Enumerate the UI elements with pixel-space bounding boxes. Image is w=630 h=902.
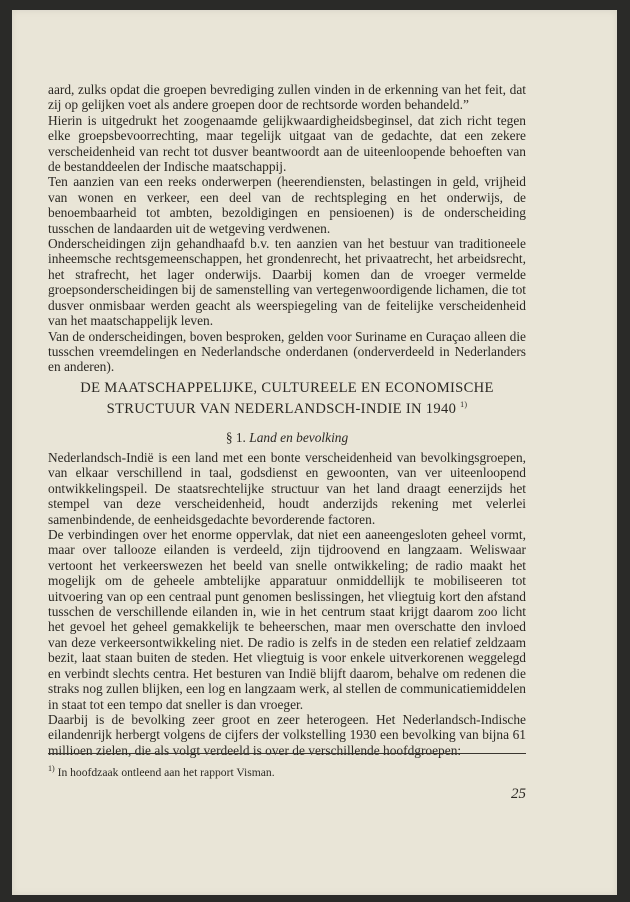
footnote-divider — [48, 753, 526, 754]
paragraph: Daarbij is de bevolking zeer groot en zeer heterogeen. Het Nederlandsch-Indische eilandenrijk herbergt volgens de cijfers der volkstelling 1930 een bevolking van bijna 61 millioen zielen, die als volgt verdeeld is over de verschillende hoofdgroepen: — [48, 711, 526, 758]
section-number: § 1. — [225, 430, 246, 445]
page-number: 25 — [511, 786, 526, 802]
chapter-heading — [48, 380, 526, 417]
paragraph: Onderscheidingen zijn gehandhaafd b.v. ten aanzien van het bestuur van traditioneele inheemsche rechtsgemeenschappen, het grondenrecht, het privaatrecht, het arbeidsrecht, het strafrecht, het lager onderwijs. Daarbij komen dan de vroeger vermelde groepsonderscheidingen bij de samenstelling van vertegenwoordigende lichamen, die tot dusver onmisbaar werden geacht als weerspiegeling van de feitelijke verscheidenheid van het maatschappelijk leven. — [48, 236, 526, 329]
paragraph: Hierin is uitgedrukt het zoogenaamde gelijkwaardigheidsbeginsel, dat zich richt tegen elke groepsbevoorrechting, maar tegelijk uitgaat van de gedachte, dat een zekere verscheidenheid van recht tot dusver beantwoordt aan de uiteenloopende behoeften van de bestanddeelen der Indische maatschappij. — [48, 112, 526, 175]
heading-line-2: STRUCTUUR VAN NEDERLANDSCH-INDIE IN 1940 — [106, 400, 457, 417]
heading-footnote-ref: 1) — [460, 399, 468, 409]
paragraph: Van de onderscheidingen, boven besproken, gelden voor Suriname en Curaçao alleen die tusschen vreemdelingen en Nederlandsche onderdanen (onderverdeeld in Nederlanders en anderen). — [48, 328, 526, 375]
paragraph: De verbindingen over het enorme oppervlak, dat niet een aaneengesloten geheel vormt, maar over tallooze eilanden is verdeeld, zijn tijdroovend en langzaam. Weliswaar vertoont het verkeerswezen het beeld van snelle ontwikkeling; de radio maakt het mogelijk om de geheele ambtelijke apparatuur onmiddellijk te mobiliseeren tot uitvoering van op een centraal punt genomen beslissingen, het vliegtuig kort den afstand tusschen de verschillende eilanden in, wie in het centrum staat krijgt daarom zoo licht het gevoel het geheel gemakkelijk te beheerschen, maar men overschatte den invloed van deze verkeersontwikkeling niet. De radio is zelfs in de steden een relatief zeldzaam bezit, laat staan buiten de steden. Het vliegtuig is voor enkele uitverkorenen weggelegd en verbindt slechts centra. Het besturen van Indië blijft daarom, behalve om redenen die straks nog zullen blijken, een log en langzaam werk, al stellen de communicatiemiddelen in staat tot een tempo dat sneller is dan vroeger. — [48, 527, 526, 712]
paragraph: aard, zulks opdat die groepen bevrediging zullen vinden in de erkenning van het feit, dat zij op gelijken voet als andere groepen door de rechtsorde worden behandeld.” — [48, 82, 526, 113]
paragraph: Nederlandsch-Indië is een land met een bonte verscheidenheid van bevolkingsgroepen, van elkaar verschillend in taal, godsdienst en gewoonten, van ver uiteenloopend ontwikkelingspeil. De staatsrechtelijke structuur van het land draagt eenerzijds het stempel van deze verscheidenheid, houdt anderzijds rekening met velerlei samenbindende, de eenheidsgedachte bevorderende factoren. — [48, 450, 526, 527]
section-title: Land en bevolking — [249, 430, 349, 445]
heading-line-1: DE MAATSCHAPPELIJKE, CULTUREELE EN ECONOMISCHE — [80, 380, 494, 396]
section-heading — [48, 430, 526, 446]
footnote — [48, 762, 526, 780]
footnote-text: In hoofdzaak ontleend aan het rapport Visman. — [57, 765, 275, 779]
bottom-text-block — [48, 450, 526, 758]
book-page — [12, 10, 617, 895]
paragraph: Ten aanzien van een reeks onderwerpen (heerendiensten, belastingen in geld, vrijheid van wonen en verkeer, een deel van de rechtspleging en het onderwijs, de benoembaarheid tot ambten, bezoldigingen en pensioenen) is de onderscheiding tusschen de landaarden uit de wetgeving verdwenen. — [48, 174, 526, 236]
footnote-marker: 1) — [48, 764, 55, 773]
top-text-block — [48, 82, 526, 375]
